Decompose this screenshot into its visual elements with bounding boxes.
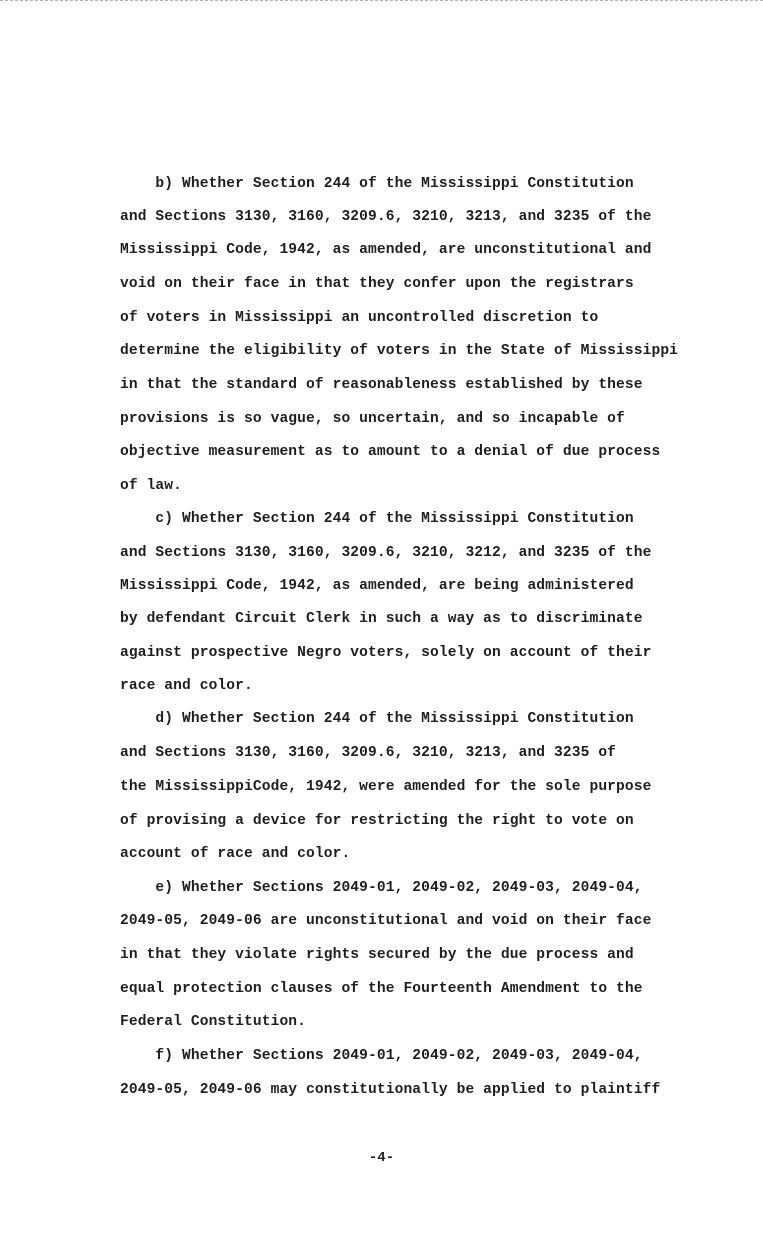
paragraph-b-line-9: objective measurement as to amount to a denial of due process [120,444,661,460]
paragraph-c-line-2: and Sections 3130, 3160, 3209.6, 3210, 3212, and 3235 of the [120,545,652,561]
paragraph-e-line-4: equal protection clauses of the Fourteenth Amendment to the [120,981,643,997]
paragraph-c-line-5: against prospective Negro voters, solely on account of their [120,645,652,661]
paragraph-c-line-6: race and color. [120,678,253,694]
paragraph-d-line-3: the MississippiCode, 1942, were amended for the sole purpose [120,779,652,795]
paragraph-b-line-1: b) Whether Section 244 of the Mississippi Constitution [120,176,634,192]
paragraph-d-line-4: of provising a device for restricting the right to vote on [120,813,634,829]
page-number: -4- [368,1150,395,1166]
paragraph-b-line-5: of voters in Mississippi an uncontrolled discretion to [120,310,599,326]
paragraph-e-line-3: in that they violate rights secured by the due process and [120,947,634,963]
paragraph-d-line-1: d) Whether Section 244 of the Mississippi Constitution [120,711,634,727]
paragraph-f-line-1: f) Whether Sections 2049-01, 2049-02, 2049-03, 2049-04, [120,1048,643,1064]
paragraph-f-line-2: 2049-05, 2049-06 may constitutionally be applied to plaintiff [120,1082,661,1098]
paragraph-e-line-5: Federal Constitution. [120,1014,307,1030]
paragraph-b-line-8: provisions is so vague, so uncertain, and so incapable of [120,411,625,427]
paragraph-b-line-10: of law. [120,478,183,494]
paragraph-b-line-3: Mississippi Code, 1942, as amended, are unconstitutional and [120,242,652,258]
paragraph-b-line-6: determine the eligibility of voters in the State of Mississippi [120,343,679,359]
paragraph-c-line-3: Mississippi Code, 1942, as amended, are being administered [120,578,634,594]
paragraph-e-line-2: 2049-05, 2049-06 are unconstitutional and void on their face [120,913,652,929]
paragraph-c-line-4: by defendant Circuit Clerk in such a way as to discriminate [120,611,643,627]
paragraph-d-line-5: account of race and color. [120,846,351,862]
paragraph-b-line-2: and Sections 3130, 3160, 3209.6, 3210, 3213, and 3235 of the [120,209,652,225]
paragraph-b-line-7: in that the standard of reasonableness established by these [120,377,643,393]
paragraph-b-line-4: void on their face in that they confer upon the registrars [120,276,634,292]
paragraph-e-line-1: e) Whether Sections 2049-01, 2049-02, 2049-03, 2049-04, [120,880,643,896]
paragraph-c-line-1: c) Whether Section 244 of the Mississippi Constitution [120,511,634,527]
paragraph-d-line-2: and Sections 3130, 3160, 3209.6, 3210, 3213, and 3235 of [120,745,617,761]
